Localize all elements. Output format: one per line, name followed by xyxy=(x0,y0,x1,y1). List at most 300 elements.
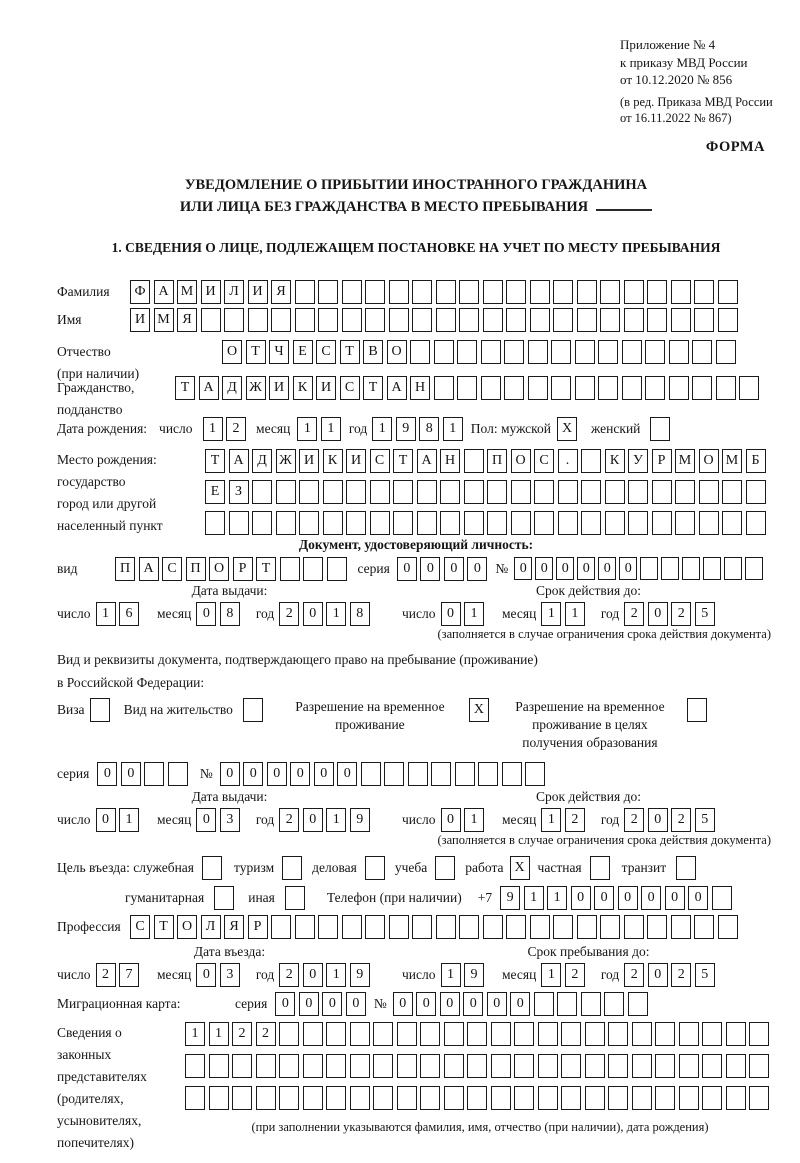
char-cell[interactable] xyxy=(318,915,338,939)
char-cell[interactable] xyxy=(724,557,742,580)
id-valid-day-input[interactable] xyxy=(441,602,485,626)
char-cell[interactable] xyxy=(718,308,738,332)
char-cell[interactable] xyxy=(647,308,667,332)
char-cell[interactable] xyxy=(558,511,578,535)
char-cell[interactable]: 1 xyxy=(565,602,585,626)
char-cell[interactable] xyxy=(506,308,526,332)
char-cell[interactable] xyxy=(397,1086,417,1110)
char-cell[interactable]: 9 xyxy=(396,417,416,441)
char-cell[interactable] xyxy=(514,1054,534,1078)
char-cell[interactable] xyxy=(511,511,531,535)
char-cell[interactable] xyxy=(144,762,164,786)
char-cell[interactable] xyxy=(491,1022,511,1046)
char-cell[interactable] xyxy=(434,376,454,400)
char-cell[interactable] xyxy=(679,1086,699,1110)
char-cell[interactable] xyxy=(389,280,409,304)
char-cell[interactable]: Д xyxy=(252,449,272,473)
char-cell[interactable]: 2 xyxy=(624,808,644,832)
char-cell[interactable]: 0 xyxy=(571,886,591,910)
char-cell[interactable] xyxy=(632,1054,652,1078)
char-cell[interactable] xyxy=(389,915,409,939)
birth-year-input[interactable] xyxy=(372,417,463,441)
char-cell[interactable]: И xyxy=(346,449,366,473)
char-cell[interactable]: О xyxy=(209,557,229,581)
char-cell[interactable] xyxy=(303,1086,323,1110)
char-cell[interactable] xyxy=(585,1086,605,1110)
char-cell[interactable] xyxy=(575,376,595,400)
char-cell[interactable]: 0 xyxy=(121,762,141,786)
char-cell[interactable]: С xyxy=(162,557,182,581)
work-checkbox[interactable] xyxy=(510,856,530,880)
char-cell[interactable] xyxy=(303,557,323,581)
char-cell[interactable]: 1 xyxy=(547,886,567,910)
char-cell[interactable] xyxy=(431,762,451,786)
char-cell[interactable] xyxy=(551,376,571,400)
char-cell[interactable] xyxy=(692,340,712,364)
char-cell[interactable]: О xyxy=(177,915,197,939)
char-cell[interactable]: 0 xyxy=(648,602,668,626)
char-cell[interactable] xyxy=(436,308,456,332)
char-cell[interactable]: 0 xyxy=(196,963,216,987)
char-cell[interactable]: Т xyxy=(205,449,225,473)
char-cell[interactable] xyxy=(722,511,742,535)
char-cell[interactable] xyxy=(534,480,554,504)
char-cell[interactable]: 1 xyxy=(524,886,544,910)
permit-valid-day-input[interactable] xyxy=(441,808,485,832)
char-cell[interactable]: X xyxy=(557,417,577,441)
char-cell[interactable]: А xyxy=(229,449,249,473)
char-cell[interactable] xyxy=(655,1086,675,1110)
char-cell[interactable] xyxy=(350,1086,370,1110)
char-cell[interactable]: К xyxy=(293,376,313,400)
char-cell[interactable] xyxy=(676,856,696,880)
char-cell[interactable]: 2 xyxy=(565,963,585,987)
char-cell[interactable] xyxy=(600,308,620,332)
char-cell[interactable]: 1 xyxy=(297,417,317,441)
char-cell[interactable] xyxy=(600,280,620,304)
char-cell[interactable]: 5 xyxy=(695,602,715,626)
given-name-input[interactable] xyxy=(130,308,738,332)
char-cell[interactable]: 0 xyxy=(337,762,357,786)
temp-residence-checkbox[interactable] xyxy=(469,698,489,722)
char-cell[interactable] xyxy=(467,1022,487,1046)
permit-issue-month-input[interactable] xyxy=(196,808,240,832)
char-cell[interactable]: 0 xyxy=(196,602,216,626)
char-cell[interactable]: Ч xyxy=(269,340,289,364)
char-cell[interactable] xyxy=(185,1054,205,1078)
char-cell[interactable] xyxy=(346,480,366,504)
char-cell[interactable] xyxy=(561,1054,581,1078)
char-cell[interactable] xyxy=(530,915,550,939)
char-cell[interactable]: 0 xyxy=(416,992,436,1016)
char-cell[interactable] xyxy=(464,449,484,473)
char-cell[interactable] xyxy=(243,698,263,722)
surname-input[interactable] xyxy=(130,280,738,304)
char-cell[interactable] xyxy=(397,1054,417,1078)
char-cell[interactable]: 6 xyxy=(119,602,139,626)
char-cell[interactable] xyxy=(410,340,430,364)
tourism-checkbox[interactable] xyxy=(282,856,302,880)
char-cell[interactable] xyxy=(694,280,714,304)
char-cell[interactable] xyxy=(303,1022,323,1046)
permit-number-input[interactable] xyxy=(220,762,546,786)
char-cell[interactable] xyxy=(435,856,455,880)
char-cell[interactable] xyxy=(632,1022,652,1046)
char-cell[interactable] xyxy=(585,1022,605,1046)
char-cell[interactable]: Т xyxy=(340,340,360,364)
char-cell[interactable]: 0 xyxy=(648,808,668,832)
sex-female-checkbox[interactable] xyxy=(650,417,670,441)
char-cell[interactable]: А xyxy=(387,376,407,400)
char-cell[interactable] xyxy=(481,376,501,400)
char-cell[interactable]: 0 xyxy=(487,992,507,1016)
char-cell[interactable] xyxy=(746,480,766,504)
char-cell[interactable] xyxy=(232,1054,252,1078)
char-cell[interactable]: 0 xyxy=(322,992,342,1016)
char-cell[interactable]: С xyxy=(130,915,150,939)
char-cell[interactable] xyxy=(420,1054,440,1078)
char-cell[interactable] xyxy=(276,480,296,504)
char-cell[interactable] xyxy=(577,915,597,939)
char-cell[interactable]: 1 xyxy=(326,602,346,626)
entry-year-input[interactable] xyxy=(279,963,370,987)
char-cell[interactable] xyxy=(285,886,305,910)
char-cell[interactable] xyxy=(645,340,665,364)
private-checkbox[interactable] xyxy=(590,856,610,880)
migration-number-input[interactable] xyxy=(393,992,648,1016)
char-cell[interactable] xyxy=(295,308,315,332)
char-cell[interactable] xyxy=(600,915,620,939)
char-cell[interactable] xyxy=(342,308,362,332)
char-cell[interactable] xyxy=(679,1022,699,1046)
char-cell[interactable] xyxy=(229,511,249,535)
char-cell[interactable] xyxy=(605,511,625,535)
id-valid-year-input[interactable] xyxy=(624,602,715,626)
char-cell[interactable]: М xyxy=(675,449,695,473)
char-cell[interactable] xyxy=(622,376,642,400)
sex-male-checkbox[interactable] xyxy=(557,417,577,441)
char-cell[interactable] xyxy=(271,915,291,939)
char-cell[interactable]: С xyxy=(370,449,390,473)
citizenship-input[interactable] xyxy=(175,376,775,400)
transit-checkbox[interactable] xyxy=(676,856,696,880)
char-cell[interactable]: 8 xyxy=(419,417,439,441)
char-cell[interactable] xyxy=(534,511,554,535)
char-cell[interactable] xyxy=(608,1022,628,1046)
char-cell[interactable] xyxy=(279,1054,299,1078)
char-cell[interactable] xyxy=(739,376,759,400)
id-issue-month-input[interactable] xyxy=(196,602,240,626)
char-cell[interactable] xyxy=(590,856,610,880)
char-cell[interactable]: 2 xyxy=(279,808,299,832)
char-cell[interactable]: Н xyxy=(410,376,430,400)
char-cell[interactable]: 0 xyxy=(290,762,310,786)
char-cell[interactable] xyxy=(514,1086,534,1110)
char-cell[interactable]: Т xyxy=(246,340,266,364)
char-cell[interactable]: 0 xyxy=(619,557,637,580)
id-valid-month-input[interactable] xyxy=(541,602,585,626)
char-cell[interactable]: 1 xyxy=(185,1022,205,1046)
char-cell[interactable]: С xyxy=(534,449,554,473)
char-cell[interactable] xyxy=(528,376,548,400)
char-cell[interactable] xyxy=(669,340,689,364)
char-cell[interactable] xyxy=(459,915,479,939)
char-cell[interactable] xyxy=(350,1022,370,1046)
char-cell[interactable] xyxy=(702,1054,722,1078)
char-cell[interactable]: 1 xyxy=(326,808,346,832)
char-cell[interactable] xyxy=(538,1054,558,1078)
char-cell[interactable] xyxy=(459,308,479,332)
char-cell[interactable] xyxy=(671,915,691,939)
char-cell[interactable] xyxy=(224,308,244,332)
char-cell[interactable]: Р xyxy=(652,449,672,473)
char-cell[interactable] xyxy=(464,480,484,504)
char-cell[interactable] xyxy=(205,511,225,535)
char-cell[interactable] xyxy=(703,557,721,580)
char-cell[interactable]: 2 xyxy=(279,963,299,987)
char-cell[interactable] xyxy=(682,557,700,580)
char-cell[interactable]: О xyxy=(699,449,719,473)
char-cell[interactable]: И xyxy=(299,449,319,473)
char-cell[interactable]: 0 xyxy=(441,602,461,626)
char-cell[interactable]: 0 xyxy=(441,808,461,832)
char-cell[interactable]: Т xyxy=(393,449,413,473)
char-cell[interactable]: Е xyxy=(205,480,225,504)
char-cell[interactable]: 0 xyxy=(196,808,216,832)
char-cell[interactable]: М xyxy=(177,280,197,304)
char-cell[interactable] xyxy=(581,511,601,535)
char-cell[interactable]: 0 xyxy=(303,808,323,832)
legal-reps-row1-input[interactable] xyxy=(185,1022,775,1046)
char-cell[interactable] xyxy=(551,340,571,364)
char-cell[interactable]: 2 xyxy=(671,963,691,987)
permit-issue-year-input[interactable] xyxy=(279,808,370,832)
char-cell[interactable]: Т xyxy=(363,376,383,400)
char-cell[interactable] xyxy=(746,511,766,535)
char-cell[interactable] xyxy=(514,1022,534,1046)
char-cell[interactable] xyxy=(295,915,315,939)
char-cell[interactable]: 0 xyxy=(618,886,638,910)
char-cell[interactable]: А xyxy=(199,376,219,400)
char-cell[interactable]: Т xyxy=(154,915,174,939)
char-cell[interactable]: Д xyxy=(222,376,242,400)
char-cell[interactable] xyxy=(342,280,362,304)
char-cell[interactable] xyxy=(622,340,642,364)
char-cell[interactable]: М xyxy=(722,449,742,473)
char-cell[interactable] xyxy=(511,480,531,504)
char-cell[interactable]: 1 xyxy=(541,963,561,987)
char-cell[interactable] xyxy=(558,480,578,504)
char-cell[interactable] xyxy=(577,308,597,332)
char-cell[interactable] xyxy=(201,308,221,332)
char-cell[interactable] xyxy=(412,915,432,939)
patronymic-input[interactable] xyxy=(222,340,775,364)
char-cell[interactable] xyxy=(702,1022,722,1046)
char-cell[interactable]: 0 xyxy=(467,557,487,581)
char-cell[interactable] xyxy=(168,762,188,786)
char-cell[interactable] xyxy=(726,1054,746,1078)
char-cell[interactable]: Б xyxy=(746,449,766,473)
char-cell[interactable]: 0 xyxy=(96,808,116,832)
char-cell[interactable]: 2 xyxy=(671,808,691,832)
char-cell[interactable]: 0 xyxy=(303,963,323,987)
char-cell[interactable]: X xyxy=(510,856,530,880)
char-cell[interactable] xyxy=(209,1086,229,1110)
char-cell[interactable]: 2 xyxy=(232,1022,252,1046)
char-cell[interactable]: 2 xyxy=(671,602,691,626)
char-cell[interactable] xyxy=(624,308,644,332)
char-cell[interactable] xyxy=(295,280,315,304)
char-cell[interactable] xyxy=(575,340,595,364)
permit-valid-year-input[interactable] xyxy=(624,808,715,832)
char-cell[interactable]: 0 xyxy=(267,762,287,786)
char-cell[interactable]: 0 xyxy=(641,886,661,910)
birth-month-input[interactable] xyxy=(297,417,341,441)
char-cell[interactable] xyxy=(652,511,672,535)
entry-day-input[interactable] xyxy=(96,963,140,987)
char-cell[interactable] xyxy=(624,915,644,939)
migration-series-input[interactable] xyxy=(275,992,366,1016)
birthplace-row1-input[interactable] xyxy=(205,449,775,473)
char-cell[interactable] xyxy=(185,1086,205,1110)
char-cell[interactable]: П xyxy=(186,557,206,581)
char-cell[interactable] xyxy=(661,557,679,580)
char-cell[interactable] xyxy=(483,915,503,939)
char-cell[interactable] xyxy=(252,480,272,504)
id-issue-year-input[interactable] xyxy=(279,602,370,626)
char-cell[interactable]: С xyxy=(316,340,336,364)
char-cell[interactable] xyxy=(692,376,712,400)
char-cell[interactable] xyxy=(624,280,644,304)
char-cell[interactable] xyxy=(303,1054,323,1078)
char-cell[interactable] xyxy=(557,992,577,1016)
char-cell[interactable] xyxy=(718,280,738,304)
char-cell[interactable]: 0 xyxy=(594,886,614,910)
char-cell[interactable] xyxy=(687,698,707,722)
entry-month-input[interactable] xyxy=(196,963,240,987)
char-cell[interactable] xyxy=(504,340,524,364)
char-cell[interactable] xyxy=(491,1054,511,1078)
char-cell[interactable]: К xyxy=(323,449,343,473)
char-cell[interactable] xyxy=(699,480,719,504)
char-cell[interactable]: 3 xyxy=(220,963,240,987)
char-cell[interactable]: Ж xyxy=(246,376,266,400)
char-cell[interactable]: У xyxy=(628,449,648,473)
char-cell[interactable] xyxy=(252,511,272,535)
phone-input[interactable] xyxy=(500,886,732,910)
char-cell[interactable] xyxy=(538,1086,558,1110)
char-cell[interactable] xyxy=(632,1086,652,1110)
char-cell[interactable] xyxy=(248,308,268,332)
char-cell[interactable] xyxy=(478,762,498,786)
char-cell[interactable] xyxy=(679,1054,699,1078)
char-cell[interactable] xyxy=(598,340,618,364)
char-cell[interactable]: А xyxy=(417,449,437,473)
char-cell[interactable]: 9 xyxy=(464,963,484,987)
char-cell[interactable]: 2 xyxy=(96,963,116,987)
char-cell[interactable] xyxy=(628,480,648,504)
char-cell[interactable] xyxy=(694,915,714,939)
char-cell[interactable]: 2 xyxy=(624,963,644,987)
char-cell[interactable] xyxy=(650,417,670,441)
char-cell[interactable] xyxy=(467,1054,487,1078)
char-cell[interactable] xyxy=(718,915,738,939)
char-cell[interactable] xyxy=(671,280,691,304)
id-issue-day-input[interactable] xyxy=(96,602,140,626)
char-cell[interactable] xyxy=(640,557,658,580)
char-cell[interactable]: Л xyxy=(224,280,244,304)
residence-permit-checkbox[interactable] xyxy=(243,698,263,722)
char-cell[interactable]: И xyxy=(201,280,221,304)
humanitarian-checkbox[interactable] xyxy=(214,886,234,910)
char-cell[interactable]: 1 xyxy=(326,963,346,987)
char-cell[interactable]: 1 xyxy=(119,808,139,832)
char-cell[interactable] xyxy=(209,1054,229,1078)
char-cell[interactable]: 0 xyxy=(463,992,483,1016)
char-cell[interactable] xyxy=(581,992,601,1016)
char-cell[interactable] xyxy=(420,1086,440,1110)
char-cell[interactable] xyxy=(440,511,460,535)
char-cell[interactable]: 0 xyxy=(535,557,553,580)
char-cell[interactable]: 8 xyxy=(350,602,370,626)
char-cell[interactable]: 3 xyxy=(220,808,240,832)
char-cell[interactable]: П xyxy=(487,449,507,473)
permit-valid-month-input[interactable] xyxy=(541,808,585,832)
char-cell[interactable] xyxy=(652,480,672,504)
char-cell[interactable] xyxy=(647,915,667,939)
char-cell[interactable]: 1 xyxy=(464,602,484,626)
char-cell[interactable] xyxy=(669,376,689,400)
char-cell[interactable] xyxy=(561,1086,581,1110)
char-cell[interactable] xyxy=(675,511,695,535)
profession-input[interactable] xyxy=(130,915,738,939)
char-cell[interactable] xyxy=(397,1022,417,1046)
visa-checkbox[interactable] xyxy=(90,698,110,722)
char-cell[interactable]: 1 xyxy=(321,417,341,441)
char-cell[interactable]: 1 xyxy=(441,963,461,987)
char-cell[interactable]: 1 xyxy=(209,1022,229,1046)
char-cell[interactable] xyxy=(726,1022,746,1046)
char-cell[interactable] xyxy=(538,1022,558,1046)
char-cell[interactable]: П xyxy=(115,557,135,581)
char-cell[interactable] xyxy=(214,886,234,910)
char-cell[interactable]: А xyxy=(139,557,159,581)
char-cell[interactable]: 2 xyxy=(226,417,246,441)
char-cell[interactable] xyxy=(608,1054,628,1078)
char-cell[interactable] xyxy=(365,280,385,304)
char-cell[interactable]: 2 xyxy=(279,602,299,626)
char-cell[interactable] xyxy=(417,480,437,504)
char-cell[interactable] xyxy=(604,992,624,1016)
char-cell[interactable] xyxy=(502,762,522,786)
char-cell[interactable]: Я xyxy=(271,280,291,304)
char-cell[interactable]: В xyxy=(363,340,383,364)
char-cell[interactable] xyxy=(481,340,501,364)
legal-reps-row2-input[interactable] xyxy=(185,1054,775,1078)
char-cell[interactable] xyxy=(483,308,503,332)
char-cell[interactable]: 0 xyxy=(346,992,366,1016)
char-cell[interactable] xyxy=(577,280,597,304)
char-cell[interactable]: З xyxy=(229,480,249,504)
char-cell[interactable]: К xyxy=(605,449,625,473)
char-cell[interactable]: 7 xyxy=(119,963,139,987)
char-cell[interactable] xyxy=(528,340,548,364)
char-cell[interactable]: С xyxy=(340,376,360,400)
char-cell[interactable] xyxy=(299,480,319,504)
char-cell[interactable] xyxy=(323,511,343,535)
char-cell[interactable]: 9 xyxy=(350,808,370,832)
char-cell[interactable]: 0 xyxy=(243,762,263,786)
